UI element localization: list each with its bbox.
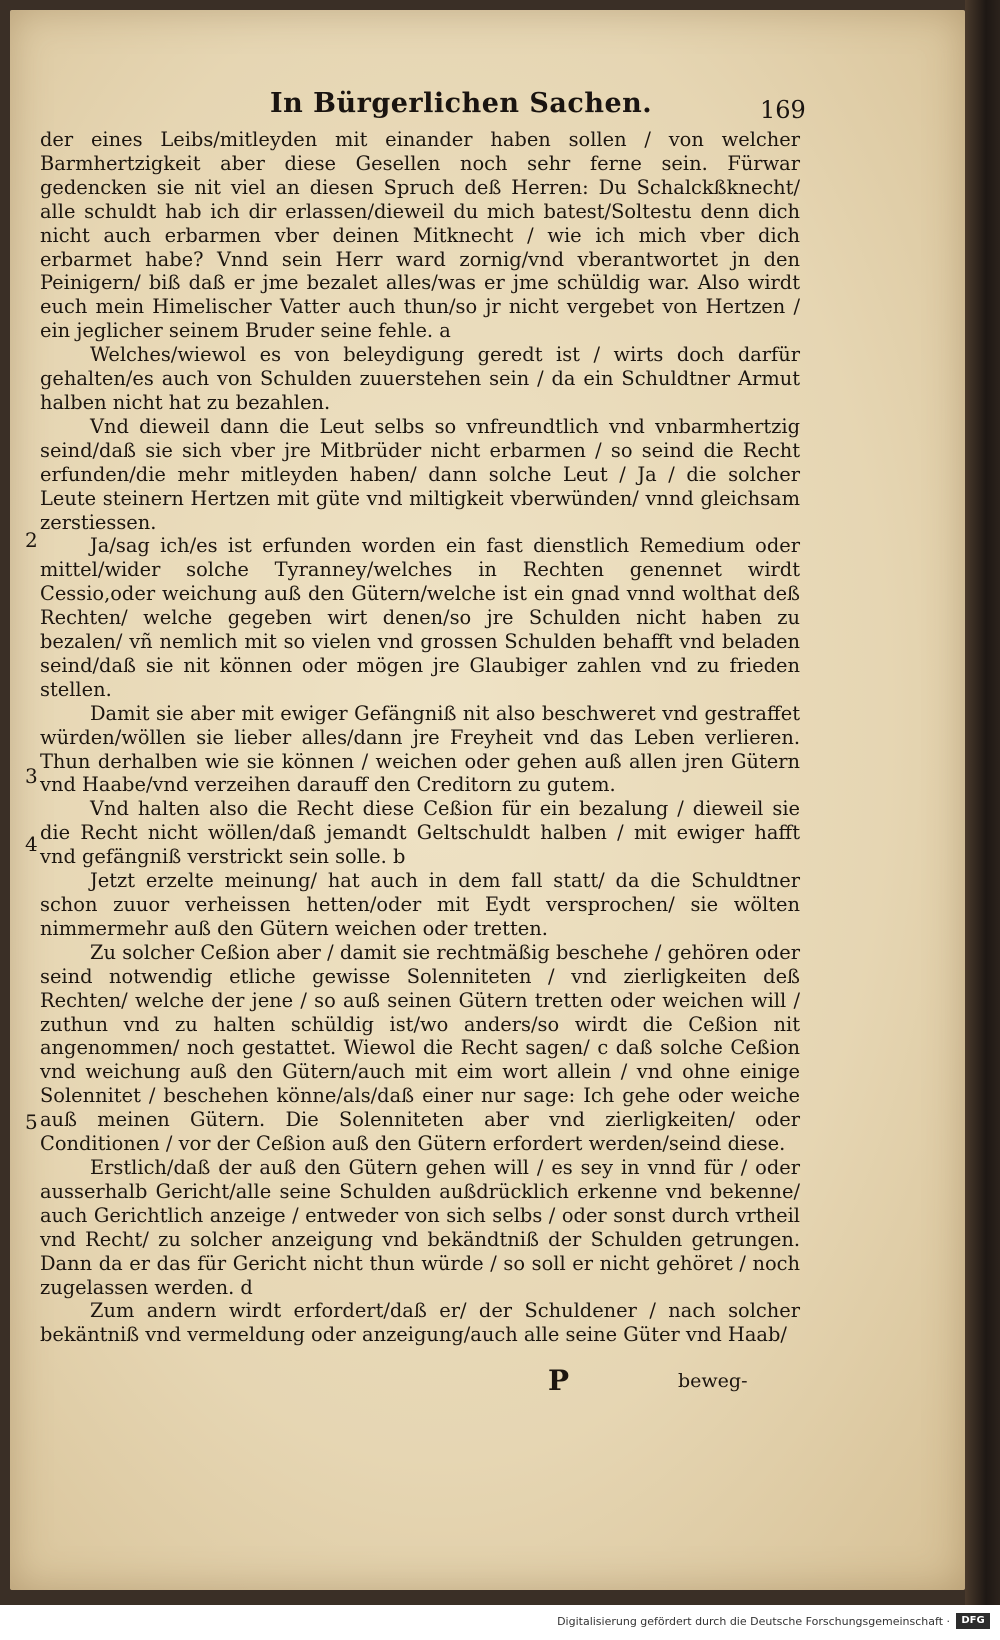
paragraph-7: Jetzt erzelte meinung/ hat auch in dem fall statt/ da die Schuldtner schon zuuor verheissen hetten/oder mit Eydt versprochen/ sie wölten nimmermehr auß den Gütern weichen oder tretten. — [40, 869, 800, 940]
body-text — [40, 128, 800, 1347]
paragraph-1: der eines Leibs/mitleyden mit einander haben sollen / von welcher Barmhertzigkeit aber diese Gesellen noch sehr ferne sein. Fürwar gedencken sie nit viel an diesen Spruch deß Herren: Du Schalckßknecht/ alle schuldt hab ich dir erlassen/dieweil du mich batest/Soltestu denn dich nicht auch erbarmen vber deinen Mitknecht / wie ich mich vber dich erbarmet habe? Vnnd sein Herr ward zornig/vnd vberantwortet jn den Peinigern/ biß daß er jme bezalet alles/was er jme schüldig war. Also wirdt euch mein Himelischer Vatter auch thun/so jr nicht vergebet von Hertzen / ein jeglicher seinem Bruder seine fehle. a — [40, 128, 800, 343]
paragraph-8: Zu solcher Ceßion aber / damit sie rechtmäßig beschehe / gehören oder seind notwendig etliche gewisse Solenniteten / vnd zierligkeiten deß Rechten/ welche der jene / so auß seinen Gütern tretten oder weichen will / zuthun vnd zu halten schüldig ist/wo anders/so wirdt die Ceßion nit angenommen/ noch gestattet. Wiewol die Recht sagen/ c daß solche Ceßion vnd weichung auß den Gütern/auch mit eim wort allein / vnd ohne einige Solennitet / beschehen könne/als/daß einer nur sage: Ich gehe oder weiche auß meinen Gütern. Die Solenniteten aber vnd zierligkeiten/ oder Conditionen / vor der Ceßion auß den Gütern erfordert werden/seind diese. — [40, 940, 800, 1156]
dfg-logo-icon: DFG — [956, 1613, 990, 1629]
catchword: beweg- — [678, 1370, 748, 1392]
paragraph-10: Zum andern wirdt erfordert/daß er/ der Schuldener / nach solcher bekäntniß vnd vermeldung oder anzeigung/auch alle seine Güter vnd Haab/ — [40, 1299, 800, 1347]
paragraph-4: Ja/sag ich/es ist erfunden worden ein fast dienstlich Remedium oder mittel/wider solche Tyranney/welches in Rechten genennet wirdt Cessio,oder weichung auß den Gütern/welche ist ein gnad vnnd wolthat deß Rechten/ welche gegeben wirt denen/so jre Schulden nicht haben zu bezalen/ vñ nemlich mit so vielen vnd grossen Schulden behafft vnd beladen seind/daß sie nit können oder mögen jre Glaubiger zahlen vnd zu frieden stellen. — [40, 534, 800, 701]
margin-number-4: 4 — [25, 832, 38, 856]
paragraph-6: Vnd halten also die Recht diese Ceßion für ein bezalung / dieweil sie die Recht nicht wöllen/daß jemandt Geltschuldt halben / mit ewiger hafft vnd gefängniß verstrickt sein solle. b — [40, 797, 800, 869]
footer-credit: Digitalisierung gefördert durch die Deutsche Forschungsgemeinschaft · — [557, 1615, 950, 1628]
margin-number-2: 2 — [25, 528, 38, 552]
signature-mark: P — [548, 1364, 570, 1397]
running-head: In Bürgerlichen Sachen. — [270, 88, 653, 119]
margin-number-5: 5 — [25, 1110, 38, 1134]
paragraph-5: Damit sie aber mit ewiger Gefängniß nit also beschweret vnd gestraffet würden/wöllen sie lieber alles/dann jre Freyheit vnd das Leben verlieren. Thun derhalben wie sie können / weichen oder gehen auß allen jren Gütern vnd Haabe/vnd verzeihen darauff den Creditorn zu gutem. — [40, 701, 800, 797]
paragraph-9: Erstlich/daß der auß den Gütern gehen will / es sey in vnnd für / oder ausserhalb Gericht/alle seine Schulden außdrücklich erkenne vnd bekenne/ auch Gerichtlich anzeige / entweder von sich selbs / oder sonst durch vrtheil vnd Recht/ zu solcher anzeigung vnd bekändtniß der Schulden getrungen. Dann da er das für Gericht nicht thun würde / so soll er nicht gehöret / noch zugelassen werden. d — [40, 1155, 800, 1299]
paragraph-3: Vnd dieweil dann die Leut selbs so vnfreundtlich vnd vnbarmhertzig seind/daß sie sich vber jre Mitbrüder nicht erbarmen / so seind die Recht erfunden/die mehr mitleyden haben/ dann solche Leut / Ja / die solcher Leute steinern Hertzen mit güte vnd miltigkeit vberwünden/ vnnd gleichsam zerstiessen. — [40, 414, 800, 534]
book-spine — [965, 0, 1000, 1605]
margin-number-3: 3 — [25, 764, 38, 788]
footer-bar — [0, 1605, 1000, 1640]
paragraph-2: Welches/wiewol es von beleydigung geredt ist / wirts doch darfür gehalten/es auch von Schulden zuuerstehen sein / da ein Schuldtner Armut halben nicht hat zu bezahlen. — [40, 343, 800, 414]
page-number: 169 — [760, 96, 806, 124]
